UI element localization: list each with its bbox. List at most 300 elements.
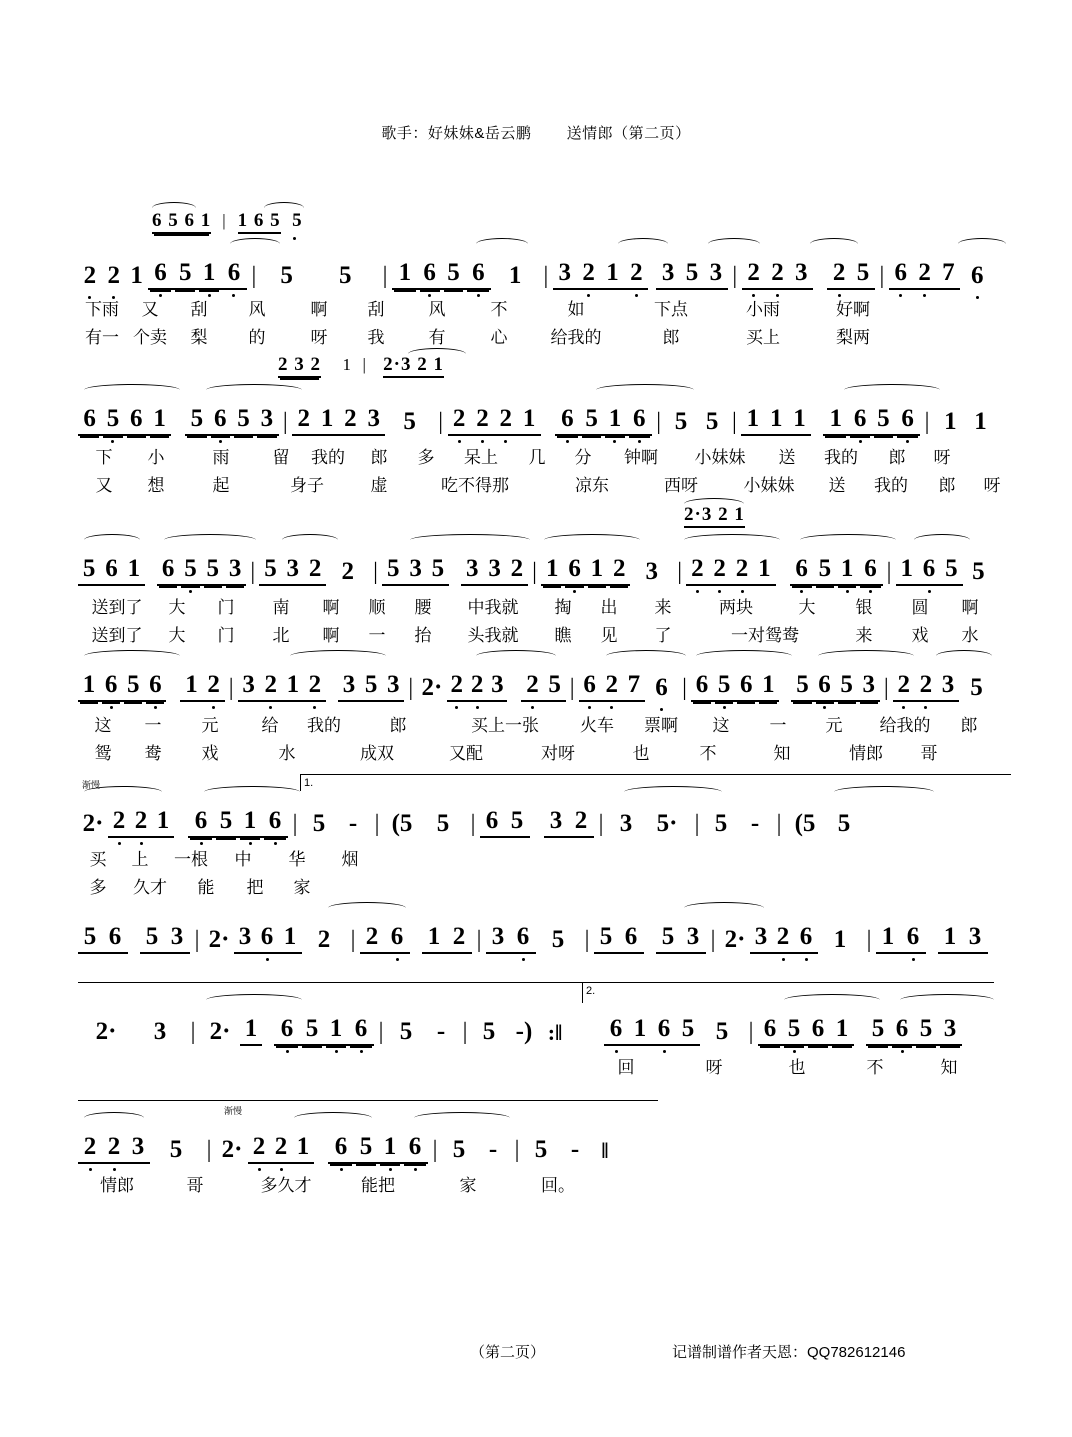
lyric: 送 — [778, 448, 796, 467]
slur — [206, 384, 302, 396]
note-group: 3 — [483, 555, 505, 586]
slur — [84, 786, 162, 798]
lyric: 西呀 — [664, 476, 698, 495]
note-group: 2 — [304, 671, 326, 702]
lyric: 雨 — [212, 448, 230, 467]
note-group: 2 — [686, 555, 708, 586]
note-group: 5 — [782, 1015, 806, 1046]
note-group: 1 — [788, 405, 811, 436]
note-group: 1 — [78, 671, 100, 702]
lyric: 两块 — [719, 598, 753, 617]
lyric: 送到了 — [91, 626, 143, 645]
note-group: 5 — [382, 555, 404, 586]
note-group: 5 — [140, 923, 164, 954]
note-group: 6 — [555, 405, 580, 436]
note-group: 5 — [594, 923, 618, 954]
note: 1 — [944, 408, 957, 435]
note-group: 3 — [704, 259, 728, 290]
note-group: 2 — [304, 555, 326, 586]
lyric: 风 — [428, 300, 446, 319]
note-group: 7 — [936, 259, 960, 290]
note-group: 2 — [292, 405, 315, 436]
note-group: 5 — [173, 259, 197, 290]
note-group: 1 — [278, 923, 302, 954]
note-group: 2 — [248, 1133, 270, 1164]
note-group: 3 — [544, 807, 568, 838]
note-group: 1 — [741, 405, 764, 436]
lyric: 不 — [699, 744, 717, 763]
lyric: 这 — [712, 716, 730, 735]
lyric: 情郎 — [100, 1176, 134, 1195]
slur — [328, 902, 406, 914]
lyric: 票啊 — [644, 716, 678, 735]
system-4-lyrics-2 — [78, 739, 950, 765]
lyric: 我的 — [307, 716, 341, 735]
note: 1 — [508, 262, 522, 289]
note-group: 3 — [937, 671, 959, 702]
note: 5 — [714, 810, 728, 837]
note-group: 3 — [680, 923, 706, 954]
lyric: 一 — [144, 716, 162, 735]
lyric: 大 — [168, 626, 186, 645]
note-group: 6 — [510, 923, 536, 954]
note-group: 6 — [125, 405, 148, 436]
lyric: 凉东 — [575, 476, 609, 495]
note-group: 3 — [962, 923, 988, 954]
lyric: 小妹妹 — [694, 448, 746, 467]
note: 1 — [833, 926, 847, 953]
barline: | — [476, 927, 482, 953]
slur — [84, 650, 180, 662]
note-group: 1 — [541, 555, 563, 586]
note-group: 1 — [876, 923, 900, 954]
note-group: 6 — [78, 405, 101, 436]
note: 2· — [421, 674, 443, 701]
note-group: 6 — [900, 923, 926, 954]
system-7-lyrics — [582, 1053, 984, 1079]
note-group: 1 — [757, 671, 779, 702]
lyric: 买 — [89, 850, 107, 869]
lyric: 抬 — [414, 626, 432, 645]
slur — [708, 238, 760, 250]
lyric: 顺 — [368, 598, 386, 617]
slur — [84, 534, 140, 546]
note: 3 — [645, 558, 659, 585]
barline: | — [282, 409, 288, 435]
lyric: 见 — [600, 626, 618, 645]
lyric: 成双 — [360, 744, 394, 763]
note-group: 2 — [108, 807, 130, 838]
note-group: 6 — [256, 923, 278, 954]
note-group: 5 — [179, 555, 201, 586]
lyric: 有 — [428, 328, 446, 347]
note-group: 5 — [78, 923, 102, 954]
tempo-mark-rit-1: 渐慢 — [82, 780, 101, 790]
note-group: 6 — [889, 259, 913, 290]
lyric: 下 — [95, 448, 113, 467]
note-group: 1 — [422, 923, 446, 954]
lyric: 门 — [217, 598, 235, 617]
barline: | — [656, 409, 662, 435]
lyric: 鸯 — [144, 744, 162, 763]
slur — [810, 238, 858, 250]
note-group: 3 — [487, 671, 507, 702]
system-7-notes — [78, 1002, 994, 1046]
note-group: 2 — [102, 1133, 126, 1164]
note-group: 6 — [806, 1015, 830, 1046]
note-group: 6 — [563, 555, 585, 586]
note-group: 6 — [100, 555, 122, 586]
note-group: 5 — [232, 405, 255, 436]
lyric: 出 — [600, 598, 618, 617]
slur — [844, 384, 940, 396]
barline: | — [886, 559, 892, 585]
lyric: 回 — [617, 1058, 635, 1077]
lyric: 不 — [490, 300, 508, 319]
slur — [834, 786, 934, 798]
note-group: 2 — [608, 555, 630, 586]
note-group: 6 — [758, 1015, 782, 1046]
note-group: 5 — [214, 807, 238, 838]
note-group: 5 — [427, 555, 449, 586]
note-group: 1 — [324, 1015, 348, 1046]
note-group: 5 — [101, 405, 124, 436]
lyric: 呀 — [933, 448, 951, 467]
note-group: 2 — [260, 671, 282, 702]
lyric: 不 — [866, 1058, 884, 1077]
lyric: 知 — [773, 744, 791, 763]
note: 6 — [960, 262, 994, 290]
note-group: 3 — [461, 555, 483, 586]
system-3-notes — [78, 542, 994, 586]
barline: | — [194, 927, 200, 953]
lyric: 送到了 — [91, 598, 143, 617]
system-1-lyrics-1 — [78, 295, 898, 321]
note: 1 — [974, 408, 987, 435]
lyric: 久才 — [133, 878, 167, 897]
barline: | — [569, 675, 575, 701]
note-group: 5 — [680, 259, 704, 290]
system-3-lyrics-2 — [78, 621, 992, 647]
lyric: 来 — [654, 598, 672, 617]
lyric: 一 — [769, 716, 787, 735]
lyric: 下点 — [654, 300, 688, 319]
note-group: 2 — [568, 807, 594, 838]
note-group: 2 — [766, 259, 790, 290]
system-4-lyrics-1 — [78, 711, 990, 737]
barline: | — [374, 811, 380, 837]
note: 5 — [551, 926, 565, 953]
lyric: 买上 — [746, 328, 780, 347]
note-group: 1 — [315, 405, 338, 436]
lyric: 呀 — [310, 328, 328, 347]
barline: | — [694, 811, 700, 837]
note-group: 1 — [765, 405, 788, 436]
note-group: 1 — [628, 1015, 652, 1046]
note-group: 5 — [202, 555, 224, 586]
note-group: 6 — [328, 1133, 354, 1164]
lyric: 又配 — [449, 744, 483, 763]
note-group: 3 — [282, 555, 304, 586]
note-group: 5 — [836, 671, 858, 702]
lyric: 华 — [288, 850, 306, 869]
note-group: 2 — [448, 405, 471, 436]
note: 2· — [82, 810, 104, 837]
note-group: 2 — [446, 923, 472, 954]
note-group: 3 — [224, 555, 246, 586]
lyric: 烟 — [341, 850, 359, 869]
second-ending-start — [582, 982, 583, 1003]
note-group: 1 — [938, 923, 962, 954]
slur — [204, 786, 300, 798]
note-group: 1 — [836, 555, 858, 586]
slur — [290, 650, 386, 662]
barline: | — [543, 263, 549, 289]
lyric: 小 — [147, 448, 165, 467]
lyric: 元 — [201, 716, 219, 735]
slur — [230, 238, 280, 250]
note-group: 5 — [442, 259, 466, 290]
note: 3 — [619, 810, 633, 837]
note-group: 1 — [292, 1133, 314, 1164]
note-group: 3 — [382, 671, 404, 702]
slur — [282, 534, 338, 546]
note-group: 3 — [750, 923, 772, 954]
lyric: 银 — [855, 598, 873, 617]
lyric: 给我的 — [879, 716, 931, 735]
lyric: 来 — [855, 626, 873, 645]
lyric: 下雨 — [85, 300, 119, 319]
note-group: 5 — [814, 555, 836, 586]
note-group: 1 — [517, 405, 540, 436]
note-group: 6 — [221, 259, 247, 290]
lyric: 买上一张 — [471, 716, 539, 735]
barline: | — [710, 927, 716, 953]
system-8 — [78, 1098, 994, 1208]
note: (5 — [391, 810, 413, 837]
barline: | — [598, 811, 604, 837]
note: 5 — [970, 674, 983, 701]
barline: | — [408, 675, 414, 701]
system-2-notes — [78, 392, 994, 436]
barline: | — [866, 927, 872, 953]
slur — [84, 1112, 144, 1124]
lyric: 北 — [272, 626, 290, 645]
note-group: 3 — [553, 259, 577, 290]
lyric: 头我就 — [467, 626, 519, 645]
system-4-notes — [78, 658, 994, 702]
note: 5· — [656, 810, 678, 837]
note-group: 3 — [486, 923, 510, 954]
lyric: 水 — [278, 744, 296, 763]
note-group: 6 — [188, 807, 214, 838]
system-1-lyrics-2 — [78, 323, 898, 349]
lyric: 家 — [459, 1176, 477, 1195]
lyric: 对呀 — [541, 744, 575, 763]
slur — [408, 348, 466, 360]
barline: | — [228, 675, 234, 701]
slur — [414, 1112, 510, 1124]
lyric: 起 — [212, 476, 230, 495]
note-group: 6 — [384, 923, 410, 954]
system-2-upper-notes: 2 3 2 1 | 2·3 2 1 — [278, 354, 444, 376]
lyric: 多 — [417, 448, 435, 467]
barline: | — [748, 1019, 754, 1045]
note: 2· — [221, 1136, 243, 1163]
lyric: 郎 — [888, 448, 906, 467]
note-group: 1 — [148, 405, 171, 436]
note-group: 2 — [913, 259, 937, 290]
slur — [410, 534, 530, 546]
lyric: 瞧 — [554, 626, 572, 645]
page-title: 送情郎（第二页） — [566, 125, 691, 142]
lyric: 又 — [141, 300, 159, 319]
slur — [294, 1112, 372, 1124]
note-group: 1 — [378, 1133, 402, 1164]
note: 5 — [972, 558, 985, 585]
lyric: 家 — [293, 878, 311, 897]
slur — [958, 238, 1006, 250]
lyric: 能把 — [361, 1176, 395, 1195]
lyric: 圆 — [911, 598, 929, 617]
barline: | — [776, 811, 782, 837]
repeat-sign: :‖ — [547, 1020, 563, 1045]
note-group: 3 — [164, 923, 190, 954]
lyric: 门 — [217, 626, 235, 645]
note-group: 2 — [893, 671, 915, 702]
lyric: 一根 — [174, 850, 208, 869]
lyric: 戏 — [911, 626, 929, 645]
system-5 — [78, 772, 994, 900]
system-5-lyrics-2 — [78, 873, 324, 899]
barline: | — [532, 559, 537, 585]
note-group: 2 — [521, 671, 543, 702]
note-group: 3 — [656, 259, 680, 290]
note-group: 2 — [915, 671, 937, 702]
note-group: 3 — [362, 405, 385, 436]
page-header — [0, 122, 1072, 143]
note-group: 2 — [772, 923, 794, 954]
note-group: 5 — [122, 671, 144, 702]
barline: | — [206, 1137, 212, 1163]
note-group: 6 — [691, 671, 713, 702]
note-group: 5 — [851, 259, 875, 290]
note-group: 2 — [467, 671, 487, 702]
barline: | — [462, 1019, 468, 1045]
note-group: 6 — [209, 405, 232, 436]
lyric: 钟啊 — [624, 448, 658, 467]
barline: | — [378, 1019, 384, 1045]
lyric: 郎 — [370, 448, 388, 467]
lyric: 梨 — [190, 328, 208, 347]
note-group: 2 — [270, 1133, 292, 1164]
lyric: 啊 — [322, 626, 340, 645]
note-group: 6 — [918, 555, 940, 586]
slur — [596, 384, 694, 396]
note-group: 6 — [858, 555, 882, 586]
note-group: 2 — [731, 555, 753, 586]
lyric: 中我就 — [467, 598, 519, 617]
barline: | — [514, 1137, 520, 1163]
note-group: 5 — [866, 1015, 890, 1046]
note-group: 2 — [624, 259, 648, 290]
lyric: 能 — [197, 878, 215, 897]
lyric: 郎 — [960, 716, 978, 735]
lyric: 有一 — [85, 328, 119, 347]
system-3-upper-notes: 2·3 2 1 — [684, 504, 745, 526]
note-group: 3 — [404, 555, 426, 586]
lyric: 情郎 — [849, 744, 883, 763]
note-group: 6 — [262, 807, 288, 838]
note-group: 5 — [872, 405, 895, 436]
lyric: 郎 — [662, 328, 680, 347]
lyric: 给我的 — [550, 328, 602, 347]
note-group: 2 — [506, 555, 528, 586]
note: 2· — [208, 926, 230, 953]
note: 5 — [436, 810, 450, 837]
footer-page-mark: （第二页） — [470, 1344, 546, 1361]
barline: | — [432, 1137, 438, 1163]
note-group: 6 — [465, 259, 491, 290]
note-group: 5 — [914, 1015, 938, 1046]
note: - — [436, 1018, 446, 1045]
lyric: 刮 — [367, 300, 385, 319]
note: 5 — [312, 810, 326, 837]
note-group: 6 — [627, 405, 652, 436]
lyric: 啊 — [961, 598, 979, 617]
note: - — [348, 810, 358, 837]
note-group: 5 — [656, 923, 680, 954]
slur — [476, 650, 556, 662]
note-group: 2 — [360, 923, 384, 954]
note-group: 1 — [603, 405, 626, 436]
note-group: 7 — [623, 671, 645, 702]
lyric: 心 — [490, 328, 508, 347]
slur — [818, 650, 914, 662]
barline: | — [292, 811, 298, 837]
note: 2 — [341, 558, 354, 585]
system-2-lyrics-2 — [78, 471, 1012, 497]
system-4 — [78, 648, 994, 770]
note: 2· — [95, 1018, 117, 1045]
lyric: 我的 — [824, 448, 858, 467]
system-1-notes — [78, 246, 994, 290]
note-group: 5 — [78, 555, 100, 586]
slur — [914, 534, 970, 546]
note-group: 1 — [586, 555, 608, 586]
note: 5 — [715, 1018, 729, 1045]
note-group: 3 — [858, 671, 880, 702]
slur — [606, 650, 686, 662]
note-group: 3 — [789, 259, 813, 290]
second-ending-label: 2. — [586, 985, 596, 997]
note-group: 6 — [794, 923, 818, 954]
lyric: 腰 — [414, 598, 432, 617]
note-group: 1 — [823, 405, 848, 436]
lyric: 啊 — [322, 598, 340, 617]
note-group: 1 — [152, 807, 174, 838]
system-6 — [78, 902, 994, 978]
slur — [264, 202, 304, 214]
note-group: 3 — [938, 1015, 962, 1046]
note-group: 5 — [185, 405, 208, 436]
lyric: 了 — [654, 626, 672, 645]
note: 5 — [837, 810, 851, 837]
lyric: 一 — [368, 626, 386, 645]
lyric: 几 — [528, 448, 546, 467]
note-group: 6 — [895, 405, 920, 436]
lyric: 大 — [168, 598, 186, 617]
